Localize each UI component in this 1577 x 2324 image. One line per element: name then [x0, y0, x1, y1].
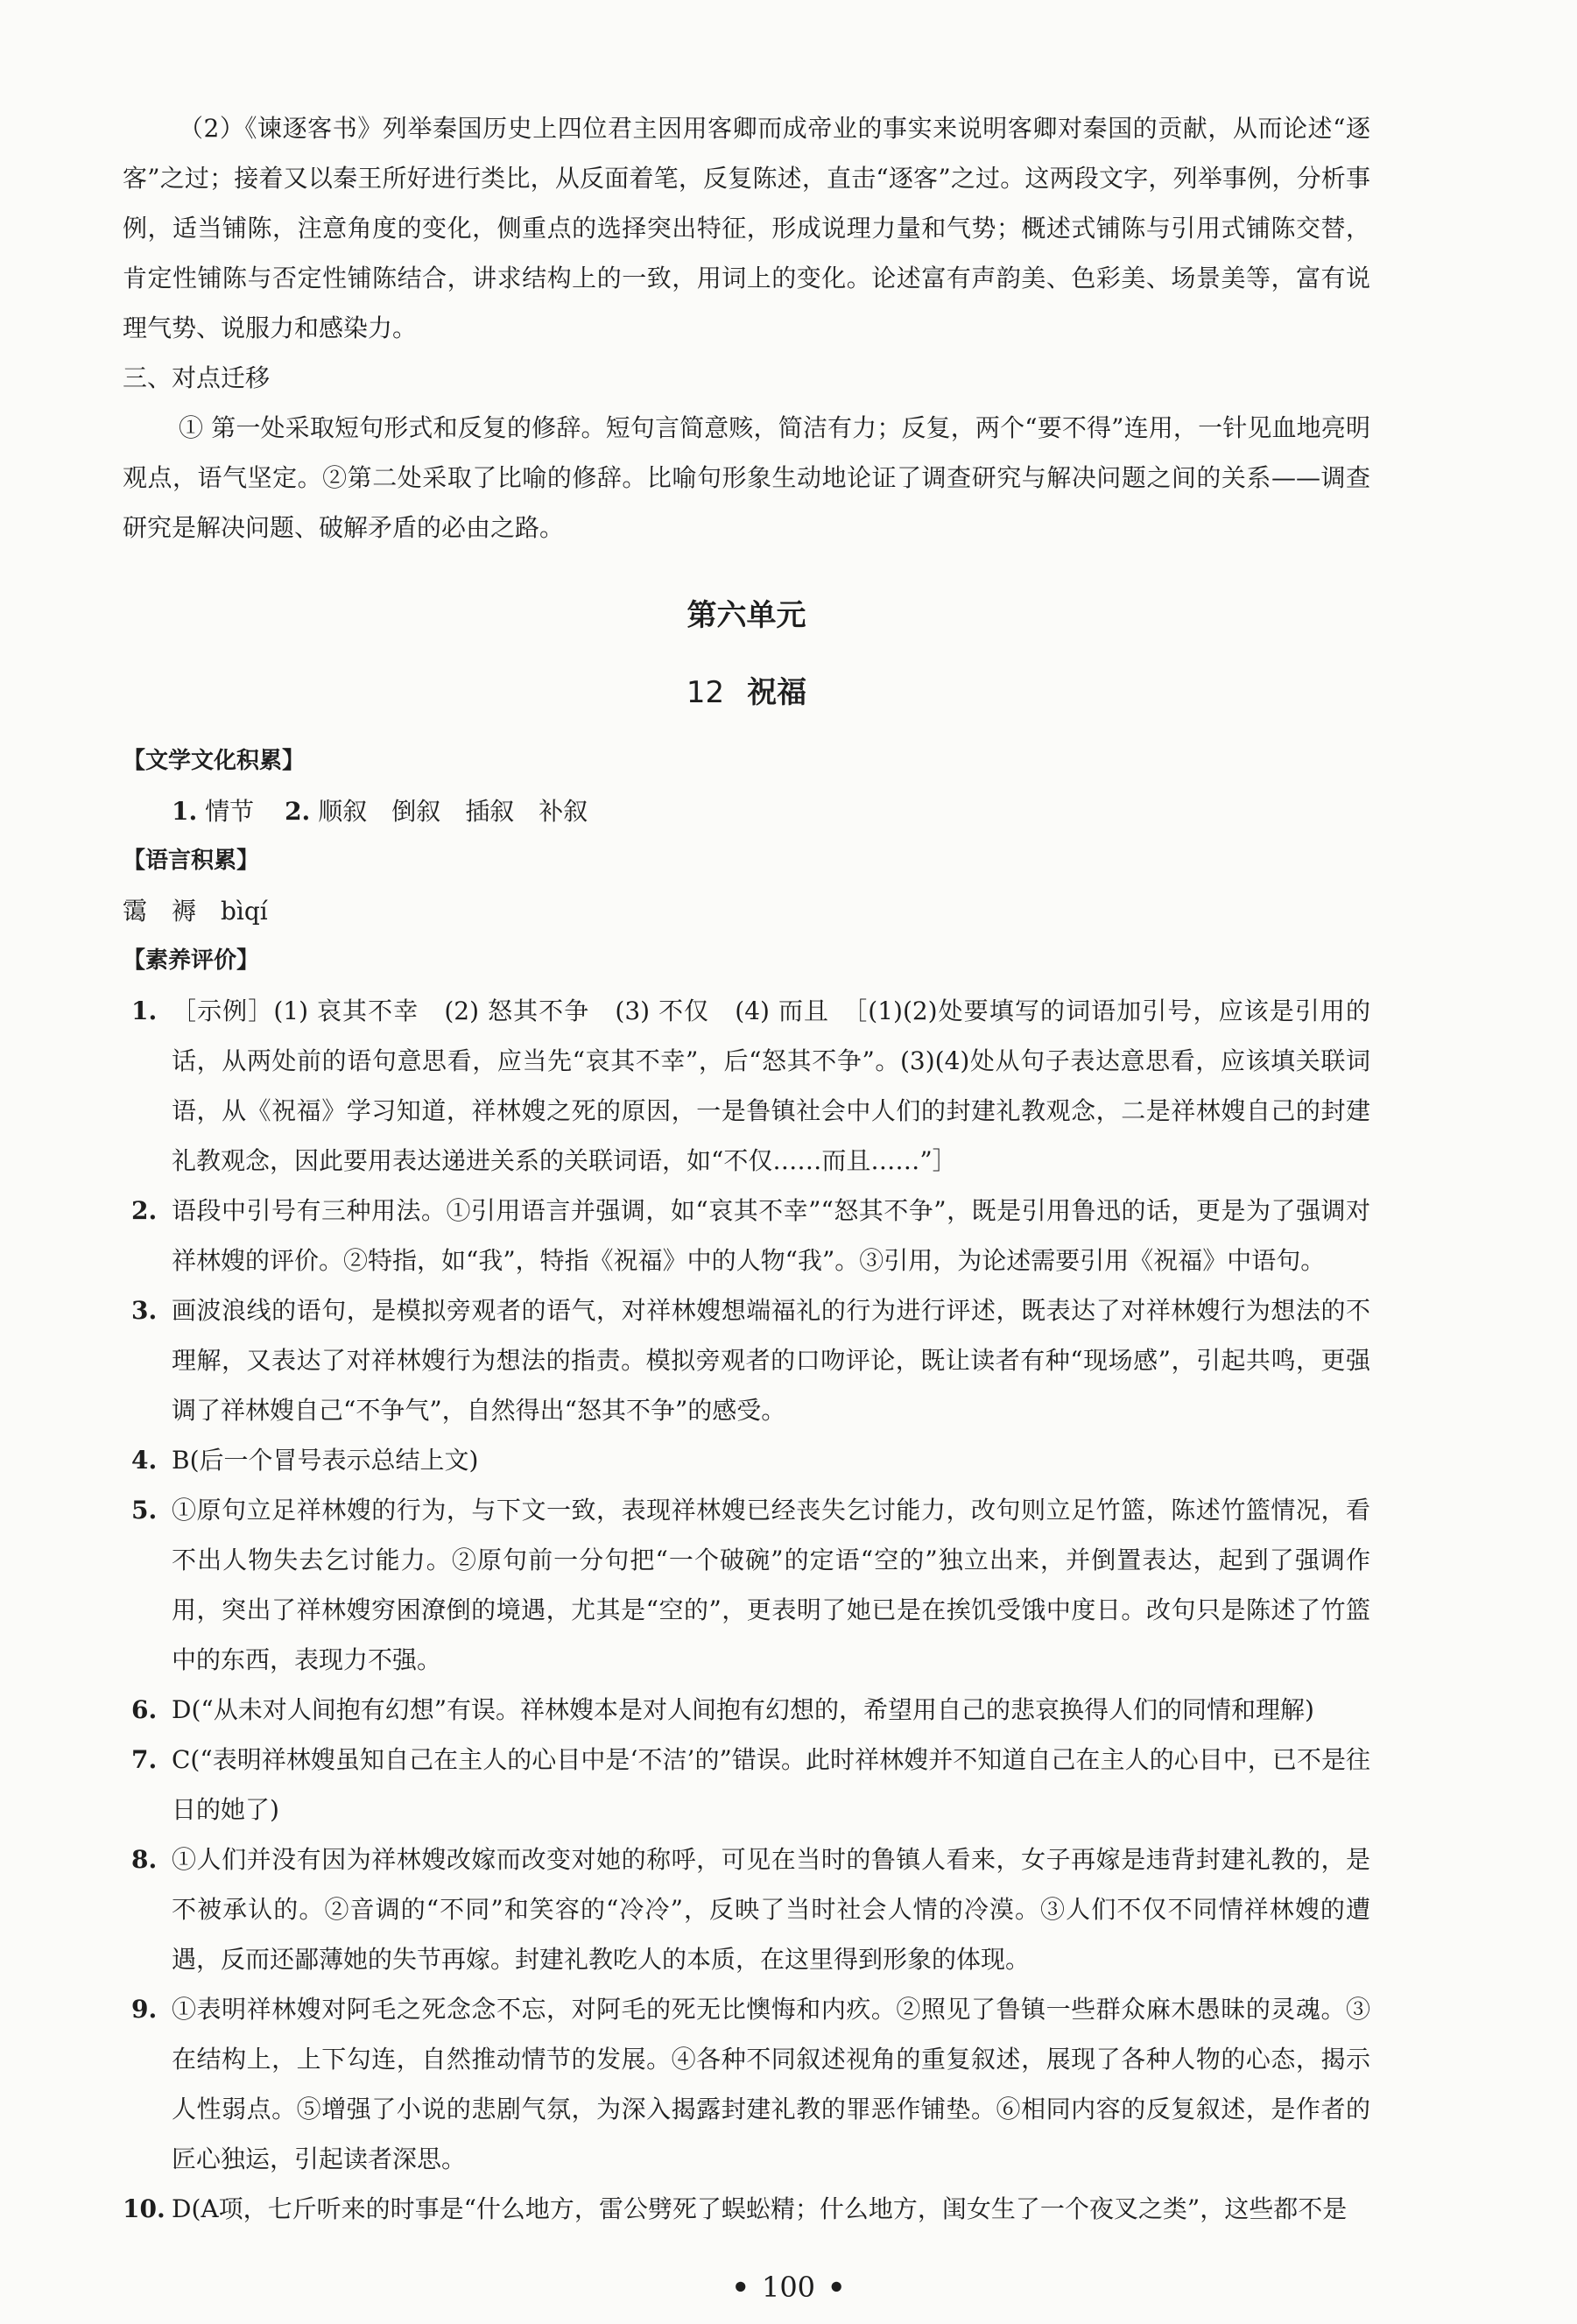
- page-dot-right: •: [827, 2271, 846, 2304]
- item-number: 5.: [131, 1496, 158, 1525]
- item-number: 6.: [131, 1695, 158, 1724]
- answer-item-1: [123, 986, 1370, 1186]
- answer-item-9: [123, 1984, 1370, 2184]
- lesson-title: 祝福: [747, 675, 807, 710]
- page-dot-left: •: [731, 2271, 750, 2304]
- item-text: D(“从未对人间抱有幻想”有误。祥林嫂本是对人间抱有幻想的，希望用自己的悲哀换得人们的同情和理解): [172, 1695, 1314, 1724]
- item-text: ①人们并没有因为祥林嫂改嫁而改变对她的称呼，可见在当时的鲁镇人看来，女子再嫁是违背封建礼教的，是不被承认的。②音调的“不同”和笑容的“冷冷”，反映了当时社会人情的冷漠。③人们不仅不同情祥林嫂的遭遇，反而还鄙薄她的失节再嫁。封建礼教吃人的本质，在这里得到形象的体现。: [172, 1845, 1370, 1974]
- wenxue-answers: [123, 786, 1370, 836]
- answer-item-5: [123, 1485, 1370, 1685]
- item-number: 8.: [131, 1845, 158, 1874]
- answer-item-2: [123, 1186, 1370, 1285]
- page-number: 100: [761, 2271, 816, 2304]
- heading-suyang: 【素养评价】: [123, 947, 260, 974]
- item-number: 2.: [131, 1196, 158, 1225]
- item-number: 9.: [131, 1995, 158, 2024]
- answer-item-10: [123, 2184, 1370, 2234]
- answer-item-6: [123, 1685, 1370, 1735]
- item-text: ①原句立足祥林嫂的行为，与下文一致，表现祥林嫂已经丧失乞讨能力，改句则立足竹篮，陈述竹篮情况，看不出人物失去乞讨能力。②原句前一分句把“一个破碗”的定语“空的”独立出来，并倒置表达，起到了强调作用，突出了祥林嫂穷困潦倒的境遇，尤其是“空的”，更表明了她已是在挨饥受饿中度日。改句只是陈述了竹篮中的东西，表现力不强。: [172, 1496, 1370, 1674]
- item-text: D(A项，七斤听来的时事是“什么地方，雷公劈死了蜈蚣精；什么地方，闺女生了一个夜叉之类”，这些都不是: [172, 2194, 1348, 2223]
- text-column: [123, 103, 1370, 2234]
- wenxue-2-answer: 顺叙 倒叙 插叙 补叙: [318, 797, 588, 826]
- lesson-heading: [123, 666, 1370, 719]
- item-number: 10.: [123, 2194, 165, 2223]
- lesson-number: 12: [686, 675, 725, 710]
- wenxue-1-number: 1.: [172, 797, 198, 826]
- item-text: 画波浪线的语句，是模拟旁观者的语气，对祥林嫂想端福礼的行为进行评述，既表达了对祥林嫂行为想法的不理解，又表达了对祥林嫂行为想法的指责。模拟旁观者的口吻评论，既让读者有种“现场感”，引起共鸣，更强调了祥林嫂自己“不争气”，自然得出“怒其不争”的感受。: [172, 1296, 1370, 1425]
- item-number: 7.: [131, 1745, 158, 1774]
- answer-item-4: [123, 1435, 1370, 1485]
- item-number: 3.: [131, 1296, 158, 1325]
- answer-item-7: [123, 1735, 1370, 1835]
- yuyan-answer: 霭 褥 bìqí: [123, 897, 268, 926]
- heading-wenxue: 【文学文化积累】: [123, 748, 306, 774]
- item-number: 1.: [131, 997, 158, 1025]
- wenxue-1-answer: 情节: [205, 797, 255, 826]
- item-text: C(“表明祥林嫂虽知自己在主人的心目中是‘不洁’的”错误。此时祥林嫂并不知道自己在主人的心目中，已不是往日的她了): [172, 1745, 1370, 1824]
- section-3-text: ① 第一处采取短句形式和反复的修辞。短句言简意赅，简洁有力；反复，两个“要不得”连用，一针见血地亮明观点，语气坚定。②第二处采取了比喻的修辞。比喻句形象生动地论证了调查研究与解决问题之间的关系——调查研究是解决问题、破解矛盾的必由之路。: [123, 413, 1370, 542]
- item-text: B(后一个冒号表示总结上文): [172, 1446, 479, 1475]
- wenxue-2-number: 2.: [285, 797, 311, 826]
- item-text: ①表明祥林嫂对阿毛之死念念不忘，对阿毛的死无比懊悔和内疚。②照见了鲁镇一些群众麻木愚昧的灵魂。③在结构上，上下勾连，自然推动情节的发展。④各种不同叙述视角的重复叙述，展现了各种人物的心态，揭示人性弱点。⑤增强了小说的悲剧气氛，为深入揭露封建礼教的罪恶作铺垫。⑥相同内容的反复叙述，是作者的匠心独运，引起读者深思。: [172, 1995, 1370, 2173]
- heading-yuyan: 【语言积累】: [123, 848, 260, 874]
- paragraph-2: （2）《谏逐客书》列举秦国历史上四位君主因用客卿而成帝业的事实来说明客卿对秦国的贡献，从而论述“逐客”之过；接着又以秦王所好进行类比，从反面着笔，反复陈述，直击“逐客”之过。这两段文字，列举事例，分析事例，适当铺陈，注意角度的变化，侧重点的选择突出特征，形成说理力量和气势；概述式铺陈与引用式铺陈交替，肯定性铺陈与否定性铺陈结合，讲求结构上的一致，用词上的变化。论述富有声韵美、色彩美、场景美等，富有说理气势、说服力和感染力。: [123, 114, 1370, 342]
- item-text: 语段中引号有三种用法。①引用语言并强调，如“哀其不幸”“怒其不争”，既是引用鲁迅的话，更是为了强调对祥林嫂的评价。②特指，如“我”，特指《祝福》中的人物“我”。③引用，为论述需要引用《祝福》中语句。: [172, 1196, 1370, 1275]
- item-text: ［示例］(1) 哀其不幸 (2) 怒其不争 (3) 不仅 (4) 而且 ［(1)(2)处要填写的词语加引号，应该是引用的话，从两处前的语句意思看，应当先“哀其不幸”，后“怒其不争”。(3)(4)处从句子表达意思看，应该填关联词语，从《祝福》学习知道，祥林嫂之死的原因，一是鲁镇社会中人们的封建礼教观念，二是祥林嫂自己的封建礼教观念，因此要用表达递进关系的关联词语，如“不仅……而且……”］: [172, 997, 1370, 1175]
- page-number-footer: [0, 2271, 1577, 2304]
- item-number: 4.: [131, 1446, 158, 1475]
- answer-item-8: [123, 1835, 1370, 1984]
- unit-title: 第六单元: [686, 598, 806, 633]
- answer-item-3: [123, 1285, 1370, 1435]
- section-3-title: 三、对点迁移: [123, 363, 271, 392]
